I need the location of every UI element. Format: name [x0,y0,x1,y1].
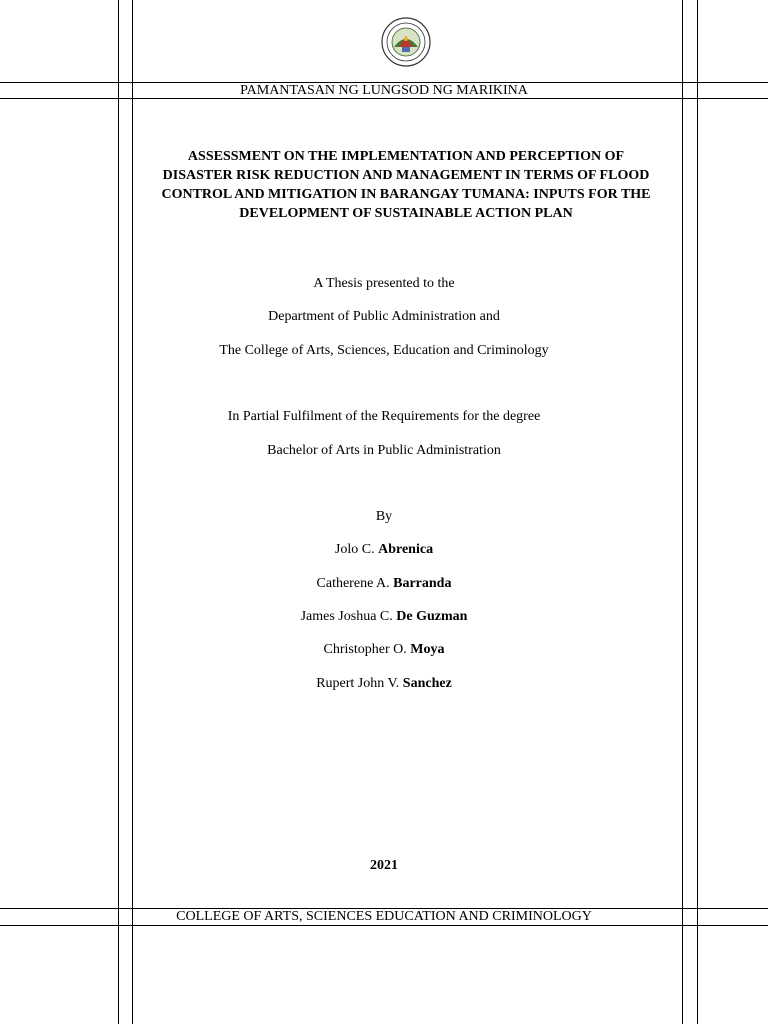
thesis-title [130,147,682,223]
author-surname: De Guzman [396,609,468,624]
title-line: DISASTER RISK REDUCTION AND MANAGEMENT IN TERMS OF FLOOD [162,168,650,183]
author-given-name: Catherene A. [316,576,390,591]
author-surname: Moya [410,642,445,657]
college-line: The College of Arts, Sciences, Education and Criminology [219,343,549,358]
author-name [0,541,768,558]
author-given-name: James Joshua C. [300,609,393,624]
by-label: By [375,509,393,524]
college-footer: COLLEGE OF ARTS, SCIENCES EDUCATION AND CRIMINOLOGY [176,909,592,924]
presentation-line: A Thesis presented to the [313,276,455,291]
author-name [0,575,768,592]
thesis-year: 2021 [370,858,398,873]
fulfilment-line: In Partial Fulfilment of the Requirements for the degree [227,409,541,424]
frame-line-bottom-2 [0,925,768,926]
title-line: DEVELOPMENT OF SUSTAINABLE ACTION PLAN [239,206,573,221]
author-name [0,641,768,658]
department-line: Department of Public Administration and [268,309,500,324]
university-seal-icon [381,17,431,67]
author-name [0,608,768,625]
author-given-name: Jolo C. [334,542,375,557]
author-surname: Sanchez [402,676,452,691]
author-given-name: Rupert John V. [316,676,400,691]
title-line: CONTROL AND MITIGATION IN BARANGAY TUMANA: INPUTS FOR THE [161,187,651,202]
title-line: ASSESSMENT ON THE IMPLEMENTATION AND PERCEPTION OF [187,149,625,164]
author-name [0,675,768,692]
author-surname: Barranda [393,576,452,591]
author-surname: Abrenica [378,542,434,557]
university-name: PAMANTASAN NG LUNGSOD NG MARIKINA [240,83,528,98]
degree-line: Bachelor of Arts in Public Administration [267,443,501,458]
author-given-name: Christopher O. [323,642,407,657]
